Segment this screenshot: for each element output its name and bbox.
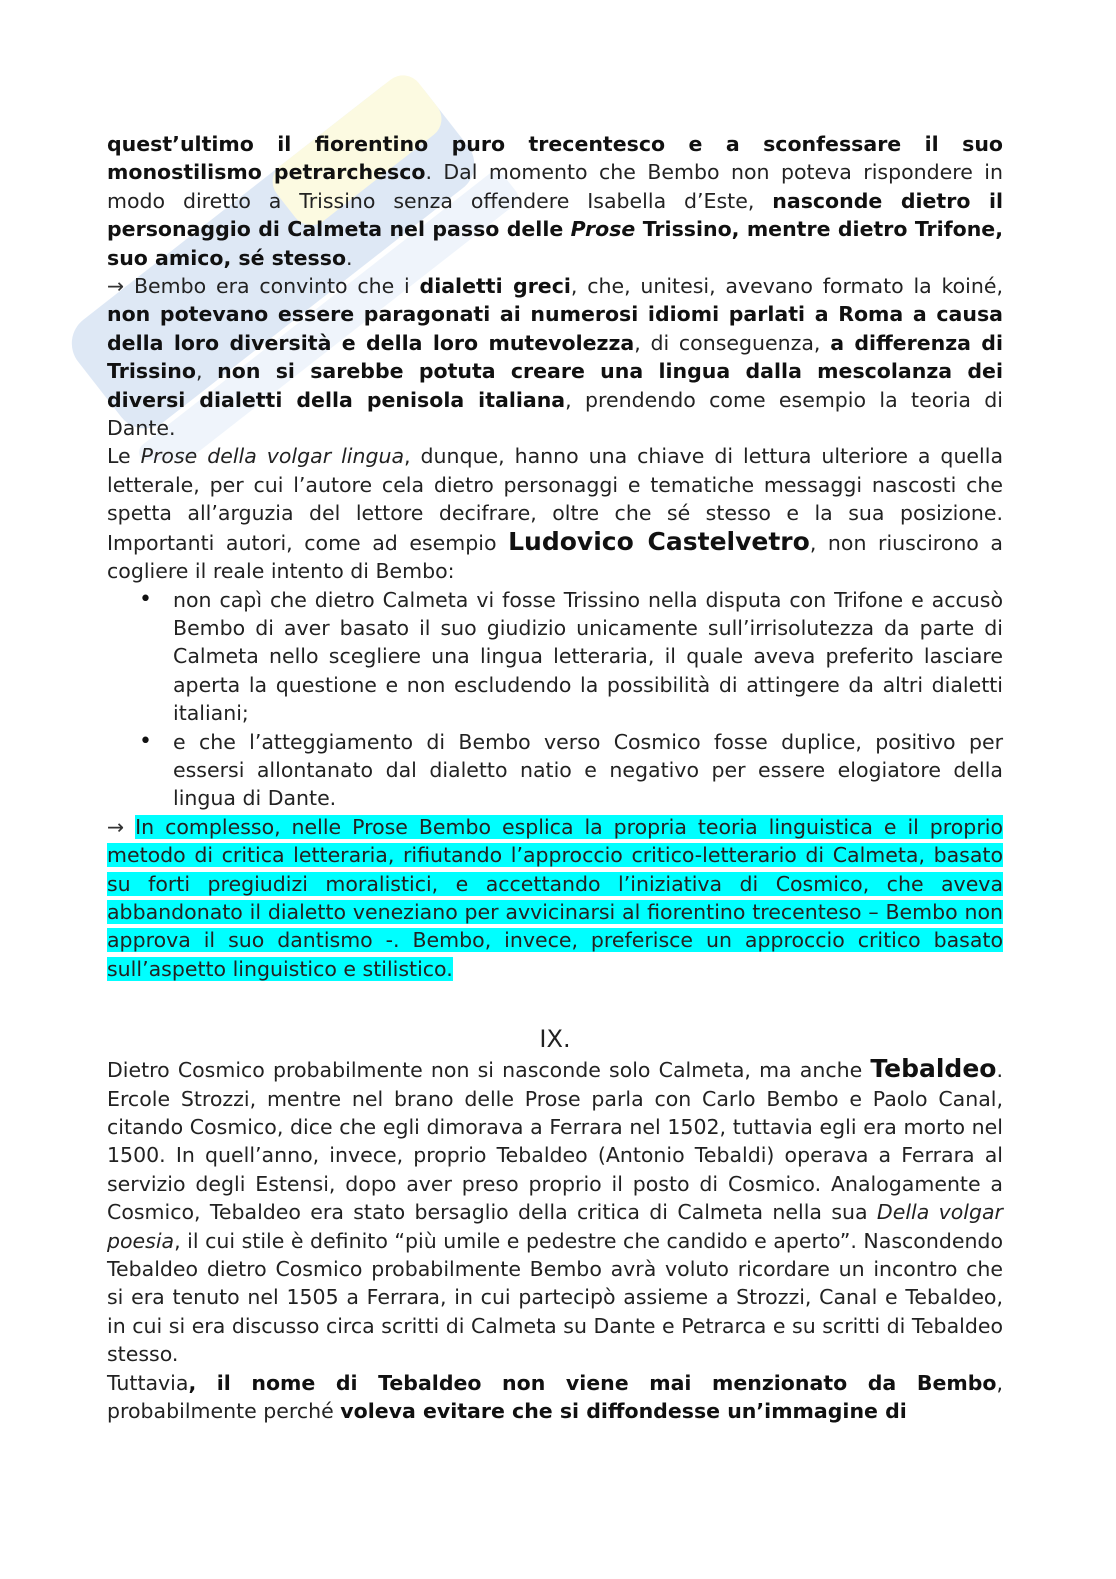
text: , il cui stile è definito “più umile e pedestre che candido e aperto”. Nascondendo Tebaldeo dietro Cosmico probabilmente Bembo avrà voluto ricordare un incontro che si era tenuto nel 1505 a Ferrara, in cui partecipò assieme a Strozzi, Canal e Tebaldeo, in cui si era discusso circa scritti di Calmeta su Dante e Petrarca e su scritti di Tebaldeo stesso. [107,1228,1003,1367]
italic-bold-text: Prose [570,217,636,242]
list-item: • non capì che dietro Calmeta vi fosse Trissino nella disputa con Trifone e accusò Bembo di aver basato il suo giudizio unicamente sull’irrisolutezza da parte di Calmeta nello scegliere una lingua letteraria, il quale aveva preferito lasciare aperta la questione e non escludendo la possibilità di attingere da altri dialetti italiani; [173,586,1003,728]
bold-text: voleva evitare che si diffondesse un’immagine di [340,1399,907,1424]
text: . Dal momento che Bembo non poteva rispondere in modo diretto a Trissino senza offendere Isabella d’Este, [107,160,1003,213]
bold-text: non potevano essere paragonati ai numerosi idiomi parlati a Roma a causa della loro diversità e della loro mutevolezza [107,302,1003,355]
italic-text: Prose della volgar lingua [140,444,405,469]
bold-text: a differenza di Trissino [107,330,1004,384]
bold-text: non si sarebbe potuta creare una lingua dalla mescolanza dei diversi dialetti della penisola italiana [107,359,1003,412]
section-paragraph-2 [107,1369,1003,1426]
text: . [346,245,353,270]
emphasized-name: Ludovico Castelvetro [508,526,810,556]
text: , dunque, hanno una chiave di lettura ulteriore a quella letterale, per cui l’autore cela dietro personaggi e tematiche messaggi nascosti che spetta all’arguzia del lettore decifrare, oltre che sé stesso e la sua posizione. Importanti autori, come ad esempio [107,444,1004,555]
highlighted-text: In complesso, nelle Prose Bembo esplica la propria teoria linguistica e il proprio metodo di critica letteraria, rifiutando l’approccio critico-letterario di Calmeta, basato su forti pregiudizi moralistici, e accettando l’iniziativa di Cosmico, che aveva abbandonato il dialetto veneziano per avvicinarsi al fiorentino trecenteso – Bembo non approva il suo dantismo -. Bembo, invece, preferisce un approccio critico basato sull’aspetto linguistico e stilistico. [107,814,1003,981]
text: Bembo era convinto che i [124,274,420,299]
paragraph-2 [107,272,1003,442]
bold-text: , il nome di Tebaldeo non viene mai menzionato da Bembo [188,1370,997,1395]
text: , non riuscirono a cogliere il reale intento di Bembo: [107,530,1003,584]
document-page [107,130,1003,1425]
bold-text: nasconde dietro il personaggio di Calmeta nel passo delle [107,188,1003,242]
arrow-icon: → [107,814,125,839]
text: , probabilmente perché [107,1370,1003,1424]
text: Tuttavia [107,1370,189,1395]
bold-text: quest’ultimo il fiorentino puro trecentesco e a sconfessare il suo monostilismo petrarchesco [107,132,1003,185]
arrow-icon: → [107,274,125,299]
paragraph-4-highlighted [107,813,1003,983]
text: , prendendo come esempio la teoria di Dante. [107,387,1003,441]
bullet-list [107,586,1003,813]
bold-text: Trissino, mentre dietro Trifone, suo amico, sé stesso [107,217,1003,270]
text: , di conseguenza, [634,330,831,355]
emphasized-name: Tebaldeo [870,1054,997,1084]
section-paragraph-1 [107,1055,1003,1368]
text: , [195,359,218,384]
paragraph-3 [107,442,1003,585]
text: , che, unitesi, avevano formato la koiné, [570,274,1003,299]
text: Le [107,444,141,469]
list-item: • e che l’atteggiamento di Bembo verso Cosmico fosse duplice, positivo per essersi allontanato dal dialetto natio e negativo per essere elogiatore della lingua di Dante. [173,728,1003,813]
paragraph-1 [107,130,1003,272]
italic-text: Della volgar poesia [107,1200,1003,1253]
text: . Ercole Strozzi, mentre nel brano delle Prose parla con Carlo Bembo e Paolo Canal, citando Cosmico, dice che egli dimorava a Ferrara nel 1502, tuttavia egli era morto nel 1500. In quell’anno, invece, proprio Tebaldeo (Antonio Tebaldi) operava a Ferrara al servizio degli Estensi, dopo aver preso proprio il posto di Cosmico. Analogamente a Cosmico, Tebaldeo era stato bersaglio della critica di Calmeta nella sua [107,1058,1003,1225]
section-heading: IX. [539,1025,571,1054]
bold-text: dialetti greci [419,274,571,299]
text: Dietro Cosmico probabilmente non si nasconde solo Calmeta, ma anche [107,1058,871,1083]
